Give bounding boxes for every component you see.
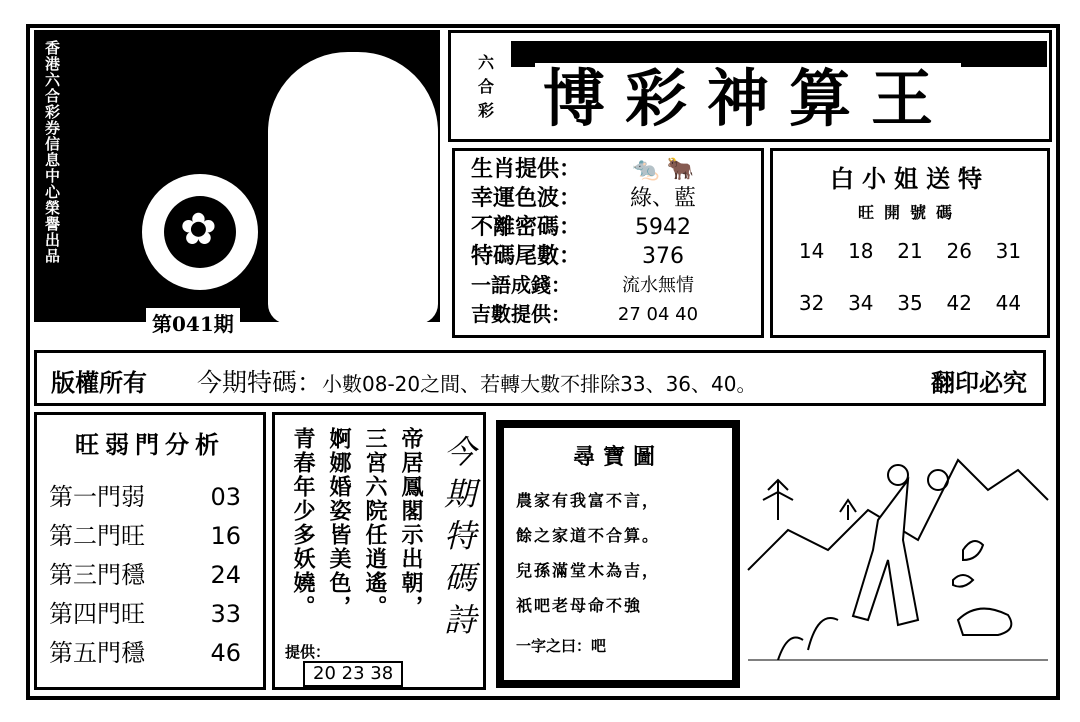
- bai-number: 42: [946, 291, 972, 315]
- bai-number: 34: [848, 291, 874, 315]
- bai-number: 35: [897, 291, 923, 315]
- info-label: 特碼尾數：: [471, 243, 582, 269]
- gate-row: [49, 634, 251, 673]
- copyright-label: 版權所有: [51, 368, 147, 397]
- title-small: 六合彩: [477, 53, 494, 120]
- person-figure: [268, 52, 438, 324]
- info-row-zodiac: [471, 155, 745, 184]
- bai-title: 白小姐送特: [830, 164, 990, 193]
- poem-line: 青春年少多妖嬈。: [290, 427, 316, 619]
- gate-analysis-panel: [34, 412, 266, 690]
- special-code-text: [197, 363, 756, 399]
- gate-value: 03: [210, 483, 241, 511]
- illustration-svg: [748, 420, 1048, 688]
- info-row-phrase: [471, 271, 745, 300]
- landscape-illustration: [748, 420, 1048, 688]
- bai-number: 31: [995, 239, 1022, 263]
- vertical-caption: 香港六合彩券信息中心榮譽出品: [43, 40, 61, 264]
- bai-number: 21: [897, 239, 923, 263]
- tree-icon: [763, 480, 793, 520]
- treasure-line: 兒孫滿堂木為吉，: [516, 561, 661, 580]
- info-row-color: [471, 184, 745, 213]
- gate-label: 第一門弱: [49, 483, 145, 511]
- gate-label: 第五門穩: [49, 639, 145, 667]
- plant-icon: [778, 618, 838, 660]
- rabbit-icon: [958, 609, 1011, 635]
- treasure-map-panel: [496, 420, 740, 688]
- info-value: 綠、藍: [630, 186, 697, 211]
- bai-number: 18: [848, 239, 874, 263]
- cover-photo: [34, 30, 440, 336]
- special-code-body: 小數08-20之間、若轉大數不排除33、36、40。: [322, 372, 757, 396]
- poem-provide-label: 提供：: [285, 643, 331, 661]
- info-row-tail: [471, 242, 745, 271]
- poem-line: 帝居鳳閣示出朝，: [398, 427, 424, 619]
- hongkong-seal-logo: [138, 170, 262, 294]
- poem-columns: [289, 427, 425, 619]
- poem-line: 婀娜婚姿皆美色，: [326, 427, 352, 619]
- sun-icon: [928, 470, 948, 490]
- bai-number: 44: [995, 291, 1022, 315]
- treasure-footer: 一字之曰：吧: [516, 637, 607, 655]
- gate-label: 第二門旺: [49, 522, 145, 550]
- info-label: 一語成錢：: [471, 273, 571, 297]
- info-value: 5942: [635, 215, 691, 240]
- bai-number: 26: [946, 239, 972, 263]
- gate-value: 24: [210, 561, 241, 589]
- treasure-title: 尋寶圖: [572, 444, 663, 470]
- bai-subtitle: 旺開號碼: [857, 203, 962, 222]
- bai-number-grid: [773, 223, 1047, 315]
- gate-label: 第四門旺: [49, 600, 145, 628]
- leaf-icon: [953, 541, 983, 587]
- bai-number: 14: [798, 239, 825, 263]
- info-value: 27 04 40: [617, 304, 699, 325]
- info-panel: [452, 148, 764, 338]
- issue-number: 第041期: [146, 308, 240, 337]
- bauhinia-icon: ✿: [180, 204, 217, 255]
- poem-numbers: 20 23 38: [303, 661, 403, 687]
- gate-value: 16: [210, 522, 241, 550]
- gate-analysis-title: 旺弱門分析: [75, 430, 225, 459]
- gate-row: [49, 595, 251, 634]
- treasure-line: 農家有我富不言，: [516, 491, 661, 510]
- info-label: 吉數提供：: [471, 302, 571, 326]
- poem-panel: [272, 412, 486, 690]
- special-code-title: 今期特碼：: [197, 368, 323, 397]
- gate-row: [49, 517, 251, 556]
- info-label: 不離密碼：: [471, 214, 582, 240]
- gate-value: 46: [210, 639, 241, 667]
- page-title: 博彩神算王: [535, 63, 961, 135]
- bai-number: 32: [798, 291, 825, 315]
- info-row-code: [471, 213, 745, 242]
- info-value: 376: [642, 244, 684, 269]
- info-label: 生肖提供：: [471, 156, 582, 182]
- special-code-banner: [34, 350, 1046, 406]
- small-tree-icon: [840, 500, 856, 520]
- gate-label: 第三門穩: [49, 561, 145, 589]
- zodiac-icons: 🐀 🐂: [632, 157, 694, 182]
- treasure-line: 祇吧老母命不強: [516, 596, 643, 615]
- info-value: 流水無情: [622, 275, 694, 296]
- poem-line: 三宮六院任逍遙。: [362, 427, 388, 619]
- info-label: 幸運色波：: [471, 185, 582, 211]
- reprint-warning: 翻印必究: [931, 368, 1027, 397]
- gate-value: 33: [210, 600, 241, 628]
- farmer-head: [888, 465, 908, 485]
- title-banner: [448, 30, 1052, 142]
- farmer-figure: [853, 480, 918, 625]
- gate-row: [49, 556, 251, 595]
- gate-row: [49, 478, 251, 517]
- treasure-line: 餘之家道不合算。: [516, 526, 661, 545]
- bai-numbers-panel: [770, 148, 1050, 338]
- info-row-lucky: [471, 300, 745, 329]
- poem-heading: 今期特碼詩: [439, 435, 477, 645]
